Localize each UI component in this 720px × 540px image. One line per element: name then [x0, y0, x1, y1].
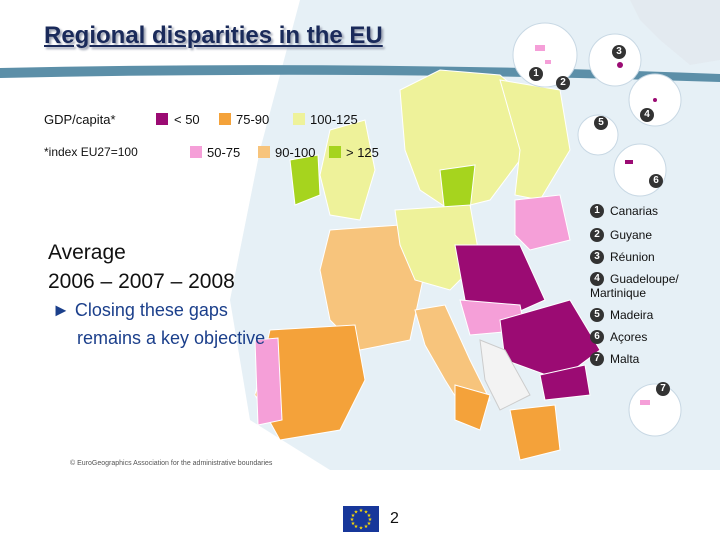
- inset-marker-7: 7: [656, 382, 670, 396]
- callout-acores: 6 Açores: [590, 330, 647, 344]
- legend-swatch-100-125: [293, 113, 305, 125]
- svg-text:★: ★: [353, 509, 359, 516]
- legend-label-lt50: < 50: [174, 112, 200, 127]
- page-number: 2: [390, 510, 399, 527]
- legend-label-90-100: 90-100: [275, 145, 316, 160]
- callout-malta: 7 Malta: [590, 352, 639, 366]
- legend-label-gt125: > 125: [346, 145, 379, 160]
- svg-text:★: ★: [349, 517, 355, 523]
- callout-canarias: 1 Canarias: [590, 204, 658, 218]
- inset-marker-3: 3: [612, 45, 626, 59]
- region-baltics: [515, 195, 570, 250]
- legend-swatch-lt50: [156, 113, 168, 125]
- svg-text:★: ★: [367, 517, 373, 523]
- legend-label-100-125: 100-125: [310, 112, 358, 127]
- legend-swatch-75-90: [219, 113, 231, 125]
- inset-marker-1: 1: [529, 67, 543, 81]
- legend-index-note: *index EU27=100: [44, 145, 138, 159]
- callout-madeira: 5 Madeira: [590, 308, 653, 322]
- eu-flag-logo: [343, 506, 379, 532]
- eu-stars-icon: [343, 506, 379, 532]
- svg-text:★: ★: [366, 521, 372, 527]
- legend-swatch-gt125: [329, 146, 341, 158]
- inset-marker-2: 2: [556, 76, 570, 90]
- average-heading: [48, 238, 235, 296]
- svg-text:★: ★: [366, 513, 372, 519]
- copyright-notice: © EuroGeographics Association for the administrative boundaries: [70, 460, 273, 467]
- svg-text:★: ★: [358, 525, 364, 532]
- svg-text:★: ★: [358, 508, 364, 514]
- average-line-1: Average: [48, 241, 126, 264]
- average-line-2: 2006 – 2007 – 2008: [48, 270, 235, 293]
- svg-text:★: ★: [350, 513, 356, 519]
- svg-text:★: ★: [363, 509, 369, 516]
- svg-text:★: ★: [350, 521, 356, 527]
- inset-marker-6: 6: [649, 174, 663, 188]
- legend-label-50-75: 50-75: [207, 145, 241, 160]
- svg-text:★: ★: [363, 524, 369, 530]
- legend-label-75-90: 75-90: [236, 112, 270, 127]
- key-objective-bullet: [52, 296, 265, 352]
- bullet-line-1: ► Closing these gaps: [52, 300, 228, 320]
- callout-guyane: 2 Guyane: [590, 228, 652, 242]
- legend-title: GDP/capita*: [44, 112, 116, 127]
- page-title: Regional disparities in the EU: [44, 22, 383, 49]
- callout-reunion: 3 Réunion: [590, 250, 655, 264]
- legend-swatch-90-100: [258, 146, 270, 158]
- inset-marker-4: 4: [640, 108, 654, 122]
- inset-marker-5: 5: [594, 116, 608, 130]
- legend-swatch-50-75: [190, 146, 202, 158]
- svg-text:★: ★: [353, 524, 359, 530]
- bullet-line-2: remains a key objective: [77, 328, 266, 348]
- callout-guadeloupe-martinique: 4 Guadeloupe/ Martinique: [590, 272, 679, 300]
